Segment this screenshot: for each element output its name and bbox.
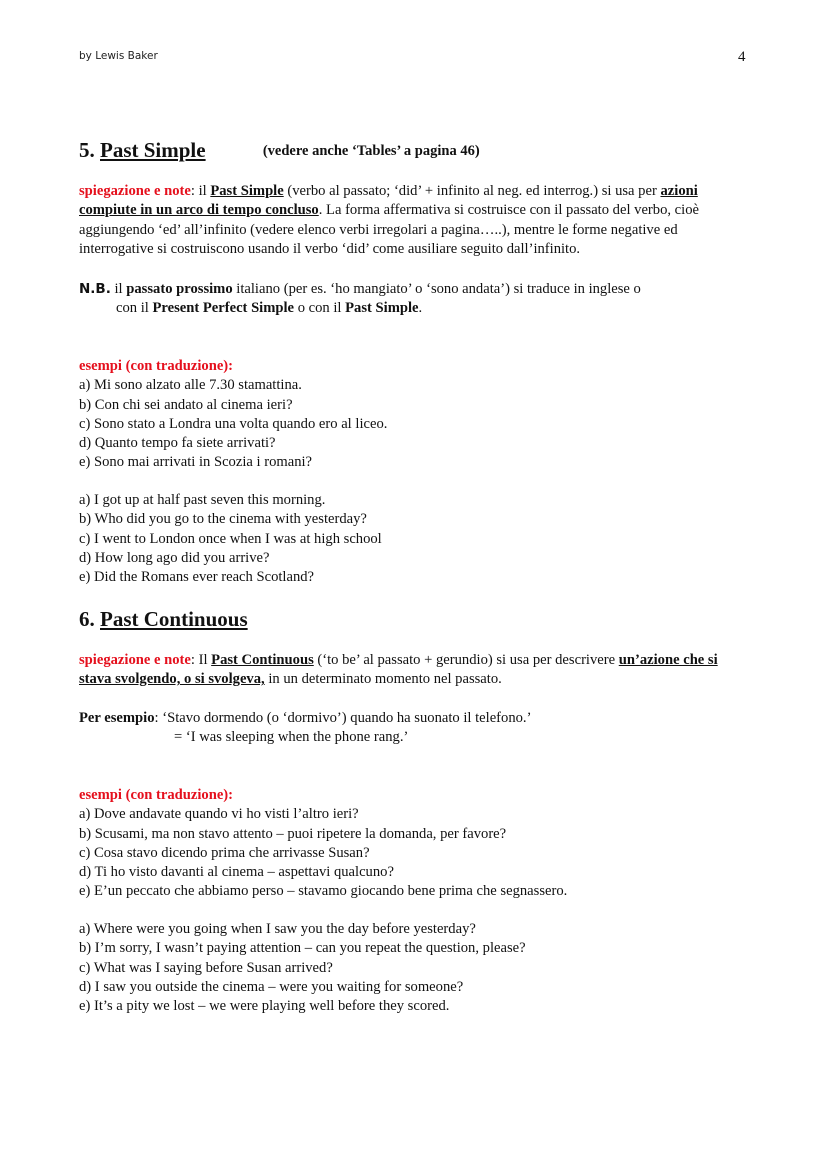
nb-label: N.B. (79, 281, 111, 297)
section-6-title: Past Continuous (100, 607, 248, 631)
section-6-example (79, 709, 531, 748)
example-item: b) Con chi sei andato al cinema ieri? (79, 396, 293, 413)
example-item: c) I went to London once when I was at high school (79, 530, 382, 547)
example-item: c) Sono stato a Londra una volta quando ero al liceo. (79, 415, 388, 432)
example-item: d) Ti ho visto davanti al cinema – aspettavi qualcuno? (79, 864, 394, 881)
term-past-simple: Past Simple (345, 300, 419, 316)
page-number: 4 (738, 49, 746, 65)
section-5-title: Past Simple (100, 138, 206, 162)
section-6-examples-en (79, 920, 526, 1016)
text-run: : Il (190, 652, 212, 668)
section-6-number: 6. (79, 607, 95, 631)
text-run: in un determinato momento nel passato. (264, 671, 502, 688)
example-item: b) Who did you go to the cinema with yesterday? (79, 511, 367, 528)
section-6-explanation (79, 651, 747, 690)
example-italian: : ‘Stavo dormendo (o ‘dormivo’) quando ha suonato il telefono.’ (154, 710, 532, 726)
text-run: italiano (per es. ‘ho mangiato’ o ‘sono andata’) si traduce in inglese o (232, 281, 641, 297)
term-passato-prossimo: passato prossimo (126, 281, 233, 297)
examples-label: esempi (con traduzione): (79, 358, 234, 374)
key-phrase: un’azione che si stava svolgendo, o si svolgeva, (79, 652, 718, 688)
term-past-continuous: Past Continuous (211, 652, 314, 668)
explanation-label: spiegazione e note (79, 652, 191, 668)
example-item: d) I saw you outside the cinema – were you waiting for someone? (79, 978, 464, 995)
section-6-examples-it (79, 786, 567, 902)
examples-label: esempi (con traduzione): (79, 787, 234, 803)
section-5-examples-it (79, 357, 387, 473)
example-item: c) Cosa stavo dicendo prima che arrivasse Susan? (79, 844, 370, 861)
example-item: c) What was I saying before Susan arrived? (79, 959, 333, 976)
section-5-nb-continued (79, 299, 784, 318)
section-5-heading (79, 138, 480, 163)
term-present-perfect-simple: Present Perfect Simple (152, 300, 295, 316)
section-6-heading (79, 607, 248, 632)
section-5-aside: (vedere anche ‘Tables’ a pagina 46) (262, 143, 480, 159)
example-english: = ‘I was sleeping when the phone rang.’ (174, 729, 409, 746)
text-run: (‘to be’ al passato + gerundio) si usa per descrivere (313, 652, 619, 668)
example-item: a) Mi sono alzato alle 7.30 stamattina. (79, 377, 302, 394)
example-item: b) Scusami, ma non stavo attento – puoi ripetere la domanda, per favore? (79, 825, 507, 842)
section-5-nb (79, 280, 747, 299)
text-run: con il (116, 300, 153, 316)
example-item: a) I got up at half past seven this morning. (79, 492, 326, 508)
example-item: d) Quanto tempo fa siete arrivati? (79, 435, 276, 452)
page-author: by Lewis Baker (79, 50, 158, 62)
text-run: . (418, 300, 423, 316)
example-label: Per esempio (79, 710, 155, 726)
section-5-examples-en (79, 491, 382, 587)
key-phrase: azioni compiute in un arco di tempo concluso (79, 183, 698, 219)
example-item: e) Did the Romans ever reach Scotland? (79, 569, 315, 586)
text-run: o con il (294, 300, 346, 316)
explanation-label: spiegazione e note (79, 183, 191, 199)
example-item: e) Sono mai arrivati in Scozia i romani? (79, 454, 313, 471)
example-item: a) Dove andavate quando vi ho visti l’altro ieri? (79, 806, 359, 823)
example-item: a) Where were you going when I saw you the day before yesterday? (79, 921, 476, 937)
example-item: e) E’un peccato che abbiamo perso – stavamo giocando bene prima che segnassero. (79, 883, 568, 900)
text-run: (verbo al passato; ‘did’ + infinito al neg. ed interrog.) si usa per (283, 183, 661, 199)
section-5-number: 5. (79, 138, 95, 162)
example-item: d) How long ago did you arrive? (79, 549, 270, 566)
term-past-simple: Past Simple (210, 183, 284, 199)
text-run: : il (190, 183, 211, 199)
section-5-explanation (79, 182, 747, 259)
example-item: e) It’s a pity we lost – we were playing well before they scored. (79, 998, 450, 1015)
text-run: . La forma affermativa si costruisce con il passato del verbo, cioè aggiungendo ‘ed’ all’infinito (vedere elenco verbi irregolari a pagina…..), mentre le forme negative ed interrogative si costruiscono usando il verbo ‘did’ come ausiliare seguito dall’infinito. (79, 202, 699, 257)
text-run: il (110, 281, 127, 297)
example-item: b) I’m sorry, I wasn’t paying attention – can you repeat the question, please? (79, 940, 526, 957)
